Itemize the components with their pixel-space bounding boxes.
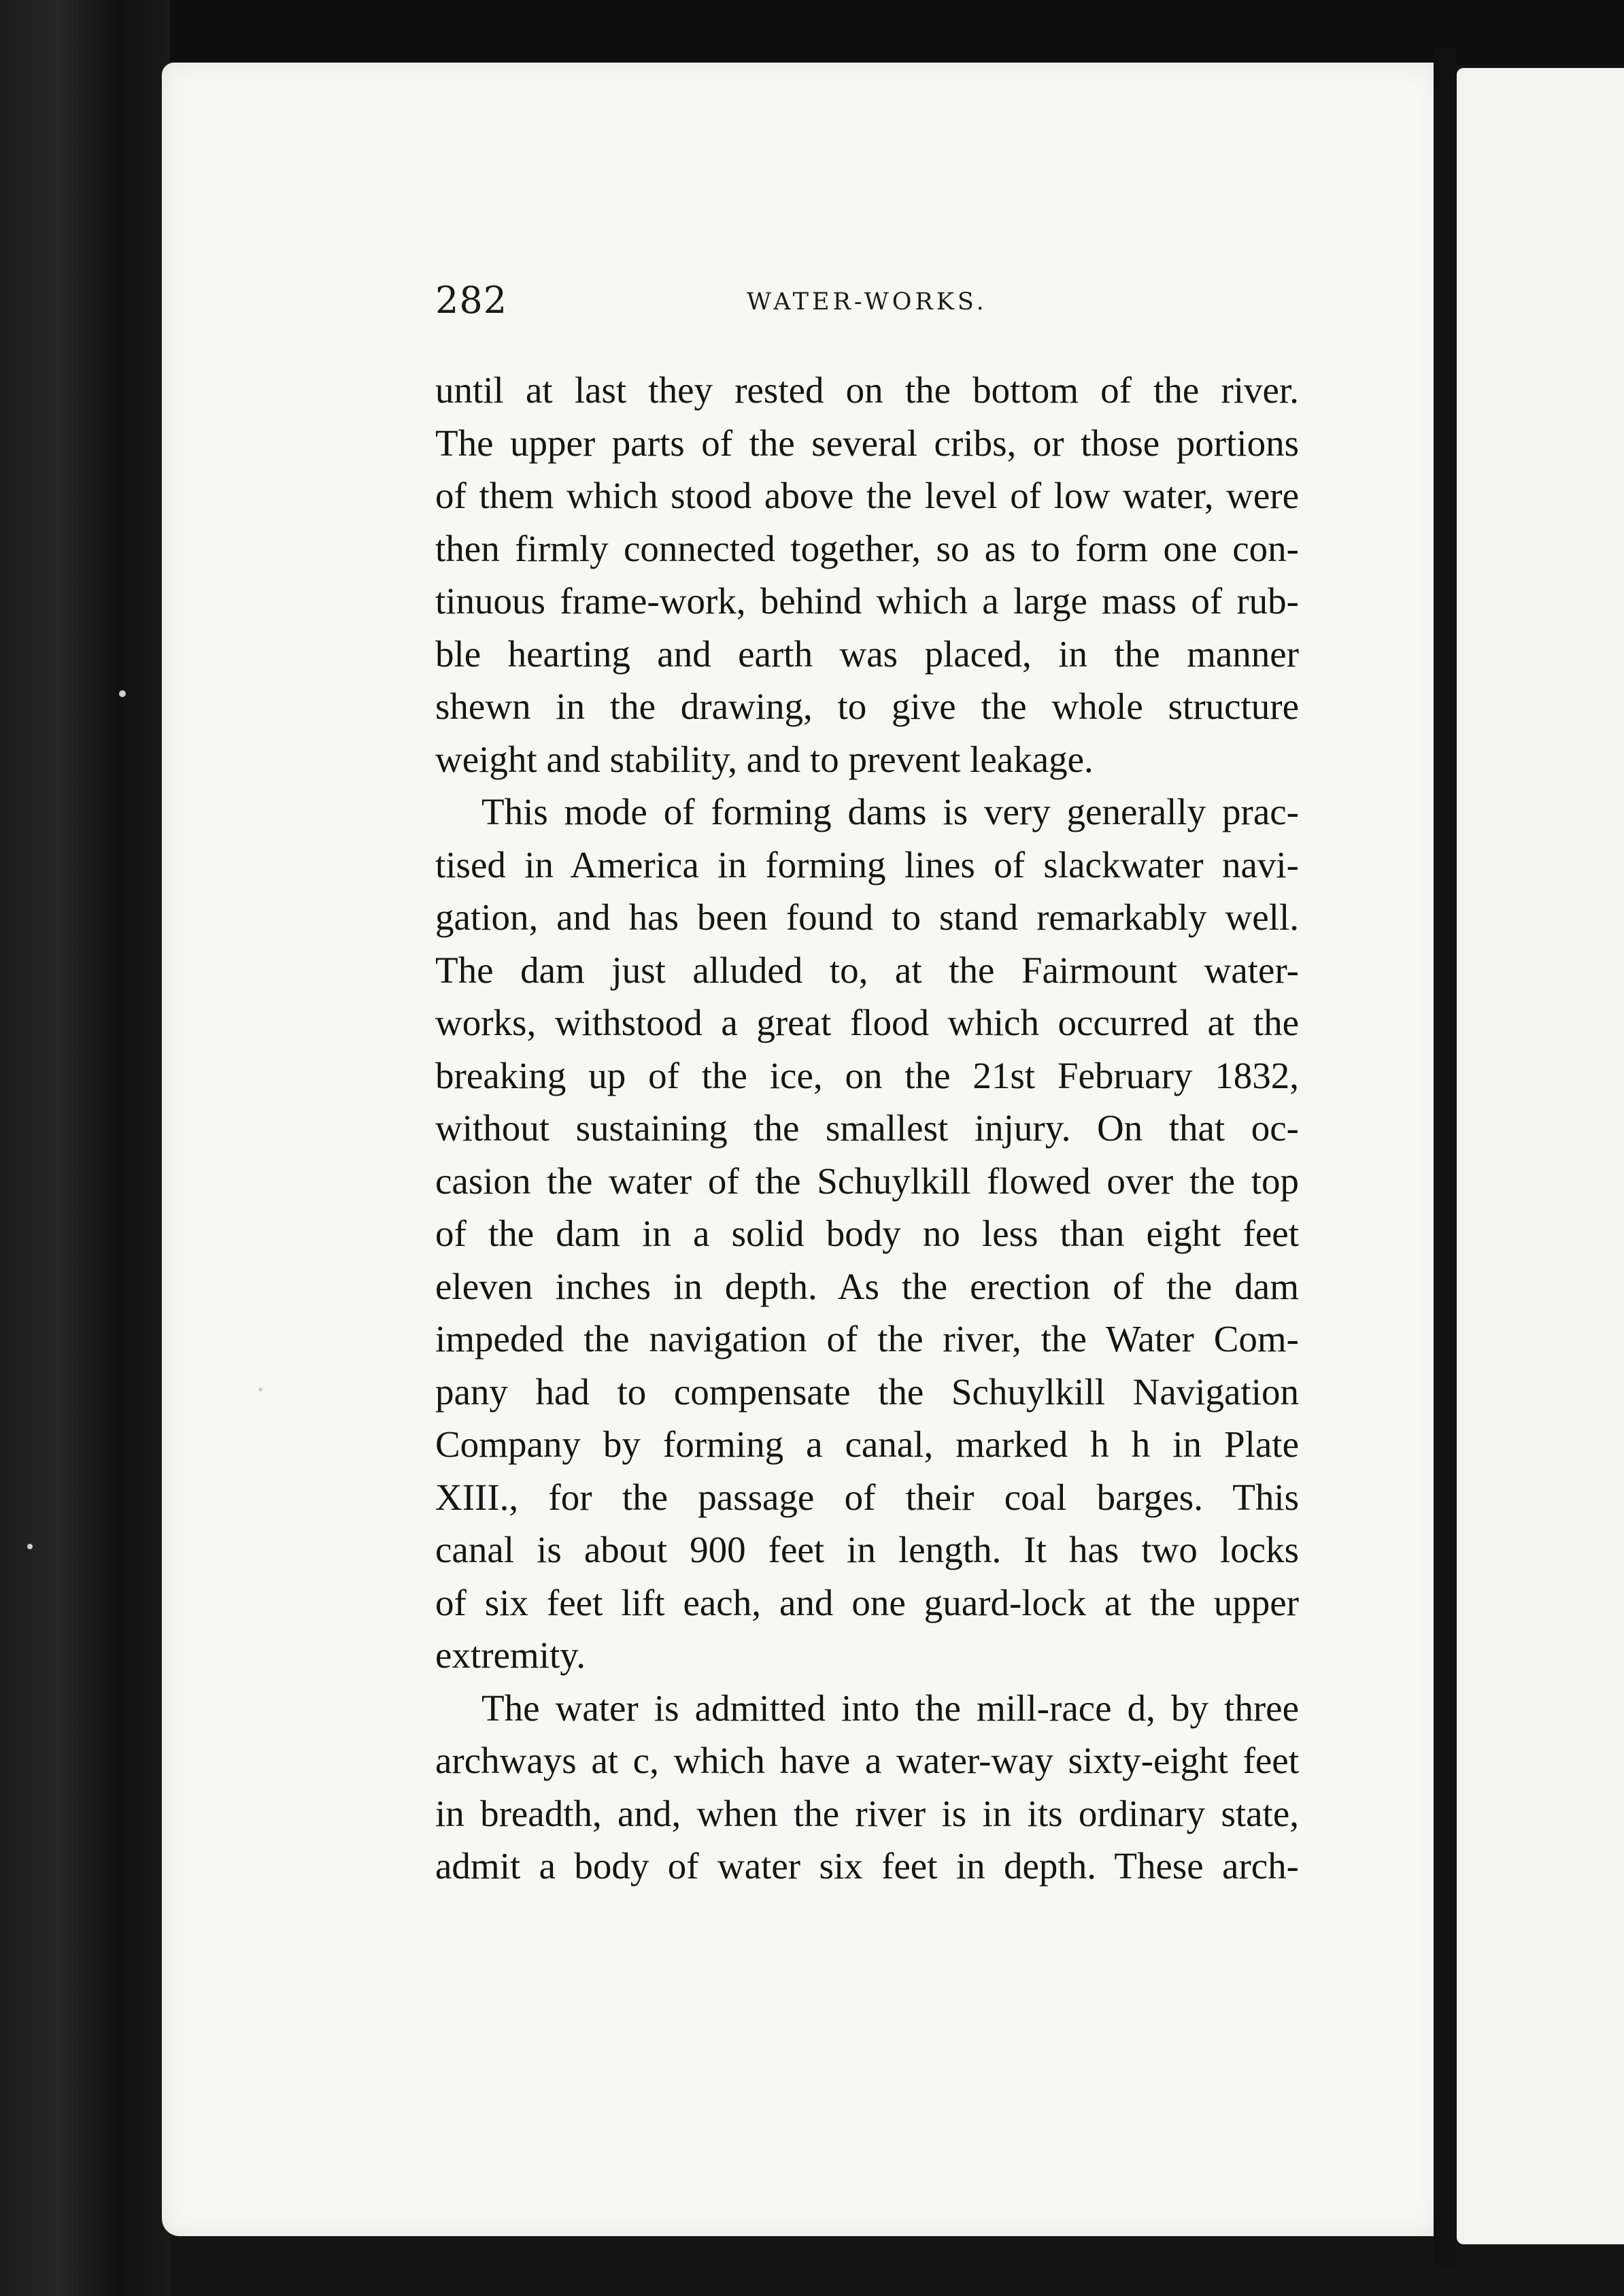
text-line: of the dam in a solid body no less than eight feet — [435, 1213, 1299, 1254]
text-line: works, withstood a great flood which occurred at the — [435, 1002, 1299, 1043]
text-line: pany had to compensate the Schuylkill Navigation — [435, 1370, 1299, 1413]
text-line: canal is about 900 feet in length. It has two locks — [435, 1529, 1299, 1570]
text-line: tised in America in forming lines of slackwater navi- — [435, 843, 1299, 885]
scan-left-border — [0, 0, 170, 2296]
text-line: eleven inches in depth. As the erection of the dam — [435, 1265, 1299, 1307]
text-line: XIII., for the passage of their coal barges. This — [435, 1476, 1299, 1518]
text-line: The water is admitted into the mill-race d, by three — [481, 1687, 1299, 1729]
page-number: 282 — [435, 279, 508, 322]
text-line: until at last they rested on the bottom of the river. — [435, 369, 1299, 411]
text-line: in breadth, and, when the river is in its ordinary state, — [435, 1792, 1299, 1834]
text-line: without sustaining the smallest injury. On that oc- — [435, 1107, 1299, 1149]
text-line: gation, and has been found to stand remarkably well. — [435, 896, 1299, 938]
running-head — [435, 279, 1299, 326]
book-gutter — [1434, 48, 1457, 2265]
facing-page-edge — [1457, 68, 1624, 2244]
text-line: Company by forming a canal, marked h h in Plate — [435, 1423, 1299, 1465]
scan-speck — [27, 1544, 33, 1549]
text-line: The dam just alluded to, at the Fairmount water- — [435, 949, 1299, 991]
text-line: weight and stability, and to prevent leakage. — [435, 738, 1094, 780]
text-line: ble hearting and earth was placed, in the manner — [435, 632, 1299, 675]
text-line: admit a body of water six feet in depth. These arch- — [435, 1845, 1299, 1887]
text-line: impeded the navigation of the river, the Water Com- — [435, 1318, 1299, 1360]
body-text — [435, 364, 1299, 1893]
scan-speck — [119, 690, 126, 697]
text-line: breaking up of the ice, on the 21st February 1832, — [435, 1054, 1299, 1096]
text-line: of six feet lift each, and one guard-lock at the upper — [435, 1581, 1299, 1623]
text-line: tinuous frame-work, behind which a large mass of rub- — [435, 580, 1299, 622]
scan-top-border — [0, 0, 1624, 65]
text-line: archways at c, which have a water-way sixty-eight feet — [435, 1740, 1299, 1781]
text-line: then firmly connected together, so as to form one con- — [435, 527, 1299, 569]
text-line: of them which stood above the level of low water, were — [435, 475, 1299, 516]
text-line: shewn in the drawing, to give the whole structure — [435, 686, 1299, 727]
scan-speck — [258, 1387, 263, 1391]
text-line: casion the water of the Schuylkill flowed over the top — [435, 1160, 1299, 1202]
text-line: extremity. — [435, 1634, 586, 1676]
text-line: This mode of forming dams is very generally prac- — [481, 791, 1299, 832]
section-title: WATER-WORKS. — [747, 288, 987, 316]
text-line: The upper parts of the several cribs, or those portions — [435, 422, 1299, 464]
